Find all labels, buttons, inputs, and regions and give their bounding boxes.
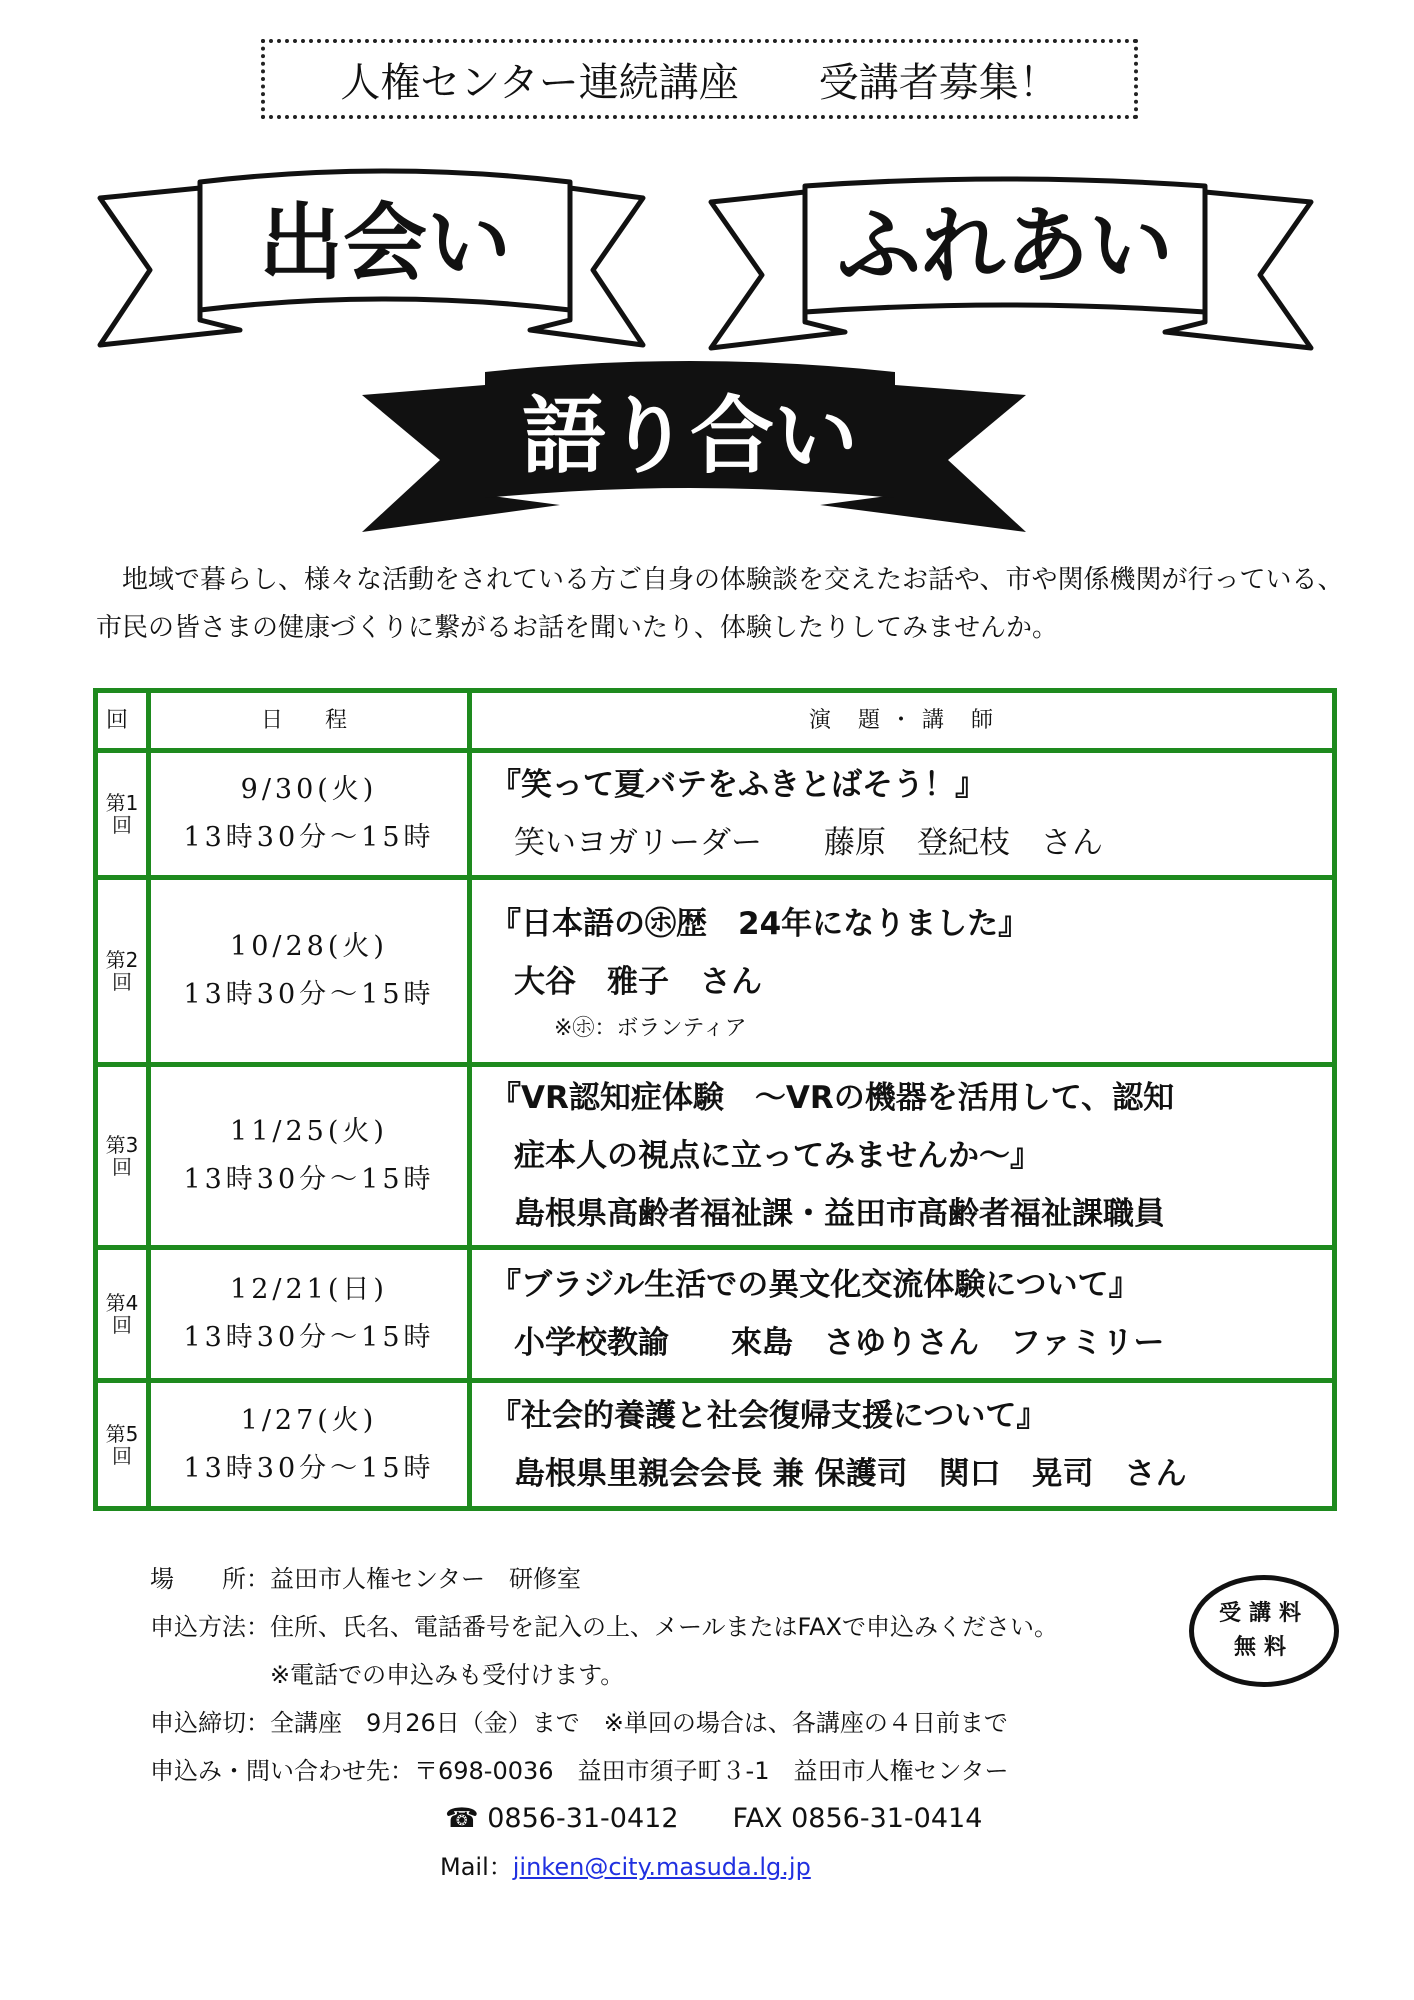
method-note: ※電話での申込みも受付けます。 xyxy=(150,1661,625,1689)
deadline-text: 申込締切：全講座 9月26日（金）まで ※単回の場合は、各講座の４日前まで xyxy=(150,1709,1008,1737)
session-no: 第5回 xyxy=(98,1383,151,1506)
banner-right-text: ふれあい xyxy=(836,197,1174,295)
place-text: 場 所：益田市人権センター 研修室 xyxy=(150,1565,582,1593)
table-header xyxy=(98,693,1332,748)
series-title: 人権センター連続講座 xyxy=(340,59,739,106)
session-time: 13時30分～15時 xyxy=(183,1452,435,1484)
session-speaker: 島根県里親会会長 兼 保護司 関口 晃司 さん xyxy=(514,1455,1187,1492)
table-row xyxy=(98,875,1332,1062)
mail-link[interactable]: jinken@city.masuda.lg.jp xyxy=(512,1853,811,1881)
mail-label: Mail： xyxy=(440,1853,513,1881)
fax-number: FAX 0856-31-0414 xyxy=(732,1803,983,1834)
session-date: 12/21(日) xyxy=(230,1274,388,1305)
header-no: 回 xyxy=(98,693,151,748)
tel-number: 0856-31-0412 xyxy=(487,1803,679,1834)
session-no: 第3回 xyxy=(98,1067,151,1245)
session-no: 第2回 xyxy=(98,880,151,1062)
table-row xyxy=(98,1062,1332,1245)
session-time: 13時30分～15時 xyxy=(183,822,435,853)
intro-line: 地域で暮らし、様々な活動をされている方ご自身の体験談を交えたお話や、市や関係機関が行っている、 xyxy=(96,565,1344,595)
contact-text: 申込み・問い合わせ先：〒698-0036 益田市須子町３-1 益田市人権センター xyxy=(150,1757,1009,1785)
stamp-line2: 無料 xyxy=(1233,1635,1294,1660)
banner-center xyxy=(362,361,1026,532)
banner-center-text: 語り合い xyxy=(521,387,859,485)
session-title: 『笑って夏バテをふきとばそう！』 xyxy=(490,767,986,803)
session-date: 11/25(火) xyxy=(230,1116,388,1147)
title-box xyxy=(261,39,1138,119)
table-row xyxy=(98,1378,1332,1506)
session-date: 9/30(火) xyxy=(240,774,378,805)
session-note: ※㋭：ボランティア xyxy=(554,1016,747,1041)
table-row xyxy=(98,1245,1332,1378)
session-time: 13時30分～15時 xyxy=(183,979,435,1010)
session-time: 13時30分～15時 xyxy=(183,1164,435,1195)
session-no: 第1回 xyxy=(98,753,151,875)
session-title: 『VR認知症体験 ～VRの機器を活用して、認知 xyxy=(490,1080,1175,1116)
header-date: 日 程 xyxy=(151,693,472,748)
session-date: 10/28(火) xyxy=(230,931,388,962)
intro-paragraph xyxy=(96,556,1371,652)
session-speaker: 小学校教諭 來島 さゆりさん ファミリー xyxy=(514,1325,1165,1361)
banner-left-text: 出会い xyxy=(258,194,512,292)
banner-left xyxy=(100,171,643,345)
schedule-table xyxy=(93,688,1337,1511)
intro-line: 市民の皆さまの健康づくりに繋がるお話を聞いたり、体験したりしてみませんか。 xyxy=(96,613,1059,643)
session-date: 1/27(火) xyxy=(240,1404,378,1436)
footer-info xyxy=(150,1555,1058,1891)
session-title: 『ブラジル生活での異文化交流体験について』 xyxy=(490,1267,1140,1303)
method-text: 申込方法：住所、氏名、電話番号を記入の上、メールまたはFAXで申込みください。 xyxy=(150,1613,1058,1641)
banner-right xyxy=(711,179,1311,348)
session-title: 『日本語の㋭歴 24年になりました』 xyxy=(490,906,1030,942)
session-speaker: 笑いヨガリーダー 藤原 登紀枝 さん xyxy=(514,825,1103,861)
session-no: 第4回 xyxy=(98,1250,151,1378)
session-speaker: 島根県高齢者福祉課・益田市高齢者福祉課職員 xyxy=(514,1196,1165,1232)
table-row xyxy=(98,748,1332,875)
stamp-line1: 受講料 xyxy=(1218,1601,1309,1626)
banner-graphics xyxy=(0,160,1414,550)
recruit-title: 受講者募集！ xyxy=(818,59,1059,106)
session-time: 13時30分～15時 xyxy=(183,1322,435,1353)
session-speaker: 大谷 雅子 さん xyxy=(514,964,762,1000)
session-title: 『社会的養護と社会復帰支援について』 xyxy=(490,1397,1048,1434)
header-topic: 演 題・講 師 xyxy=(809,707,1003,733)
phone-icon: ☎ xyxy=(445,1803,479,1834)
session-title-cont: 症本人の視点に立ってみませんか～』 xyxy=(514,1138,1041,1174)
free-admission-stamp xyxy=(1189,1575,1339,1687)
